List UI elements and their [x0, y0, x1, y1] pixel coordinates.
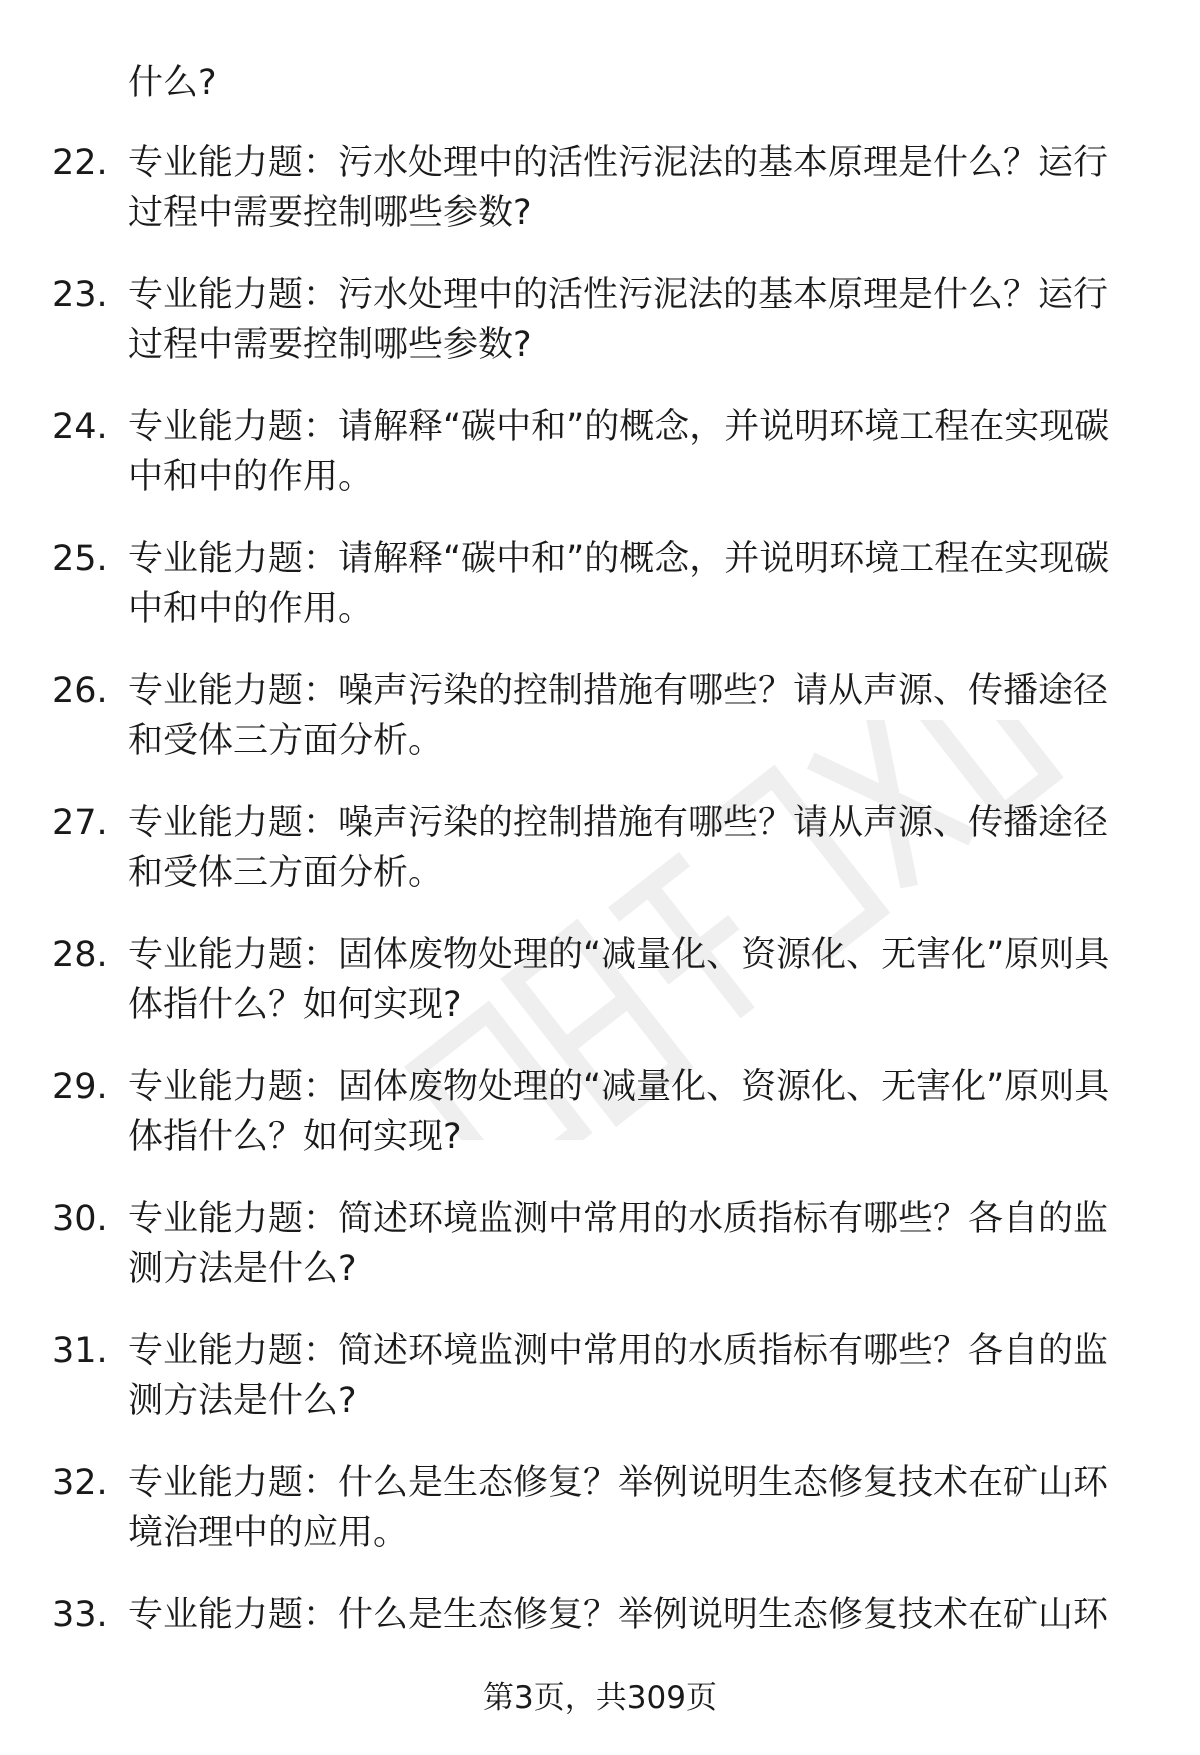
- question-number: 22.: [52, 143, 108, 183]
- question-text: 专业能力题：污水处理中的活性污泥法的基本原理是什么？运行过程中需要控制哪些参数?: [128, 143, 1109, 233]
- question-text: 专业能力题：请解释“碳中和”的概念，并说明环境工程在实现碳中和中的作用。: [128, 407, 1110, 497]
- question-number: 30.: [52, 1199, 108, 1239]
- question-list: [0, 138, 1200, 1722]
- list-item: [0, 1458, 1200, 1590]
- question-text: 专业能力题：噪声污染的控制措施有哪些？请从声源、传播途径和受体三方面分析。: [128, 671, 1109, 761]
- question-number: 32.: [52, 1463, 108, 1503]
- question-text: 专业能力题：什么是生态修复？举例说明生态修复技术在矿山环境治理中的应用。: [128, 1463, 1109, 1553]
- list-item: [0, 138, 1200, 270]
- question-text: 专业能力题：简述环境监测中常用的水质指标有哪些？各自的监测方法是什么?: [128, 1199, 1109, 1289]
- list-item: [0, 930, 1200, 1062]
- question-number: 23.: [52, 275, 108, 315]
- list-item: [0, 402, 1200, 534]
- list-item: [0, 1194, 1200, 1326]
- list-item: [0, 666, 1200, 798]
- continuation-text: 什么?: [128, 63, 217, 103]
- question-text: 专业能力题：简述环境监测中常用的水质指标有哪些？各自的监测方法是什么?: [128, 1331, 1109, 1421]
- question-text: 专业能力题：什么是生态修复？举例说明生态修复技术在矿山环: [128, 1595, 1109, 1635]
- question-text: 专业能力题：请解释“碳中和”的概念，并说明环境工程在实现碳中和中的作用。: [128, 539, 1110, 629]
- list-item: [0, 798, 1200, 930]
- question-text: 专业能力题：固体废物处理的“减量化、资源化、无害化”原则具体指什么？如何实现?: [128, 1067, 1110, 1157]
- question-text: 专业能力题：噪声污染的控制措施有哪些？请从声源、传播途径和受体三方面分析。: [128, 803, 1109, 893]
- list-item: [0, 270, 1200, 402]
- question-number: 29.: [52, 1067, 108, 1107]
- list-item: [0, 534, 1200, 666]
- question-number: 27.: [52, 803, 108, 843]
- question-text: 专业能力题：污水处理中的活性污泥法的基本原理是什么？运行过程中需要控制哪些参数?: [128, 275, 1109, 365]
- question-number: 28.: [52, 935, 108, 975]
- list-item: [0, 1062, 1200, 1194]
- list-item: [0, 1326, 1200, 1458]
- page-footer: 第3页，共309页: [483, 1680, 717, 1716]
- question-number: 24.: [52, 407, 108, 447]
- question-text: 专业能力题：固体废物处理的“减量化、资源化、无害化”原则具体指什么？如何实现?: [128, 935, 1110, 1025]
- question-number: 26.: [52, 671, 108, 711]
- question-number: 25.: [52, 539, 108, 579]
- question-number: 33.: [52, 1595, 108, 1635]
- question-number: 31.: [52, 1331, 108, 1371]
